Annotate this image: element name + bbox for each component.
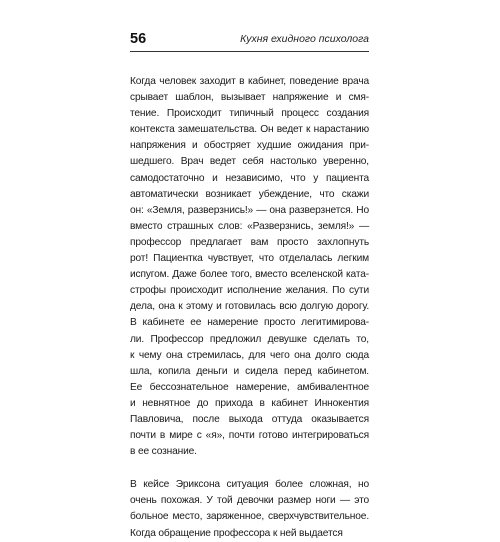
body-text — [130, 74, 369, 542]
text-line: контекста замешательства. Он ведет к нарастанию — [130, 124, 369, 136]
text-line: В кабинете ее намерение просто легитимирова- — [130, 317, 369, 329]
text-line: В кейсе Эриксона ситуация более сложная, но — [130, 479, 369, 491]
text-line: шедшего. Врач ведет себя настолько уверенно, — [130, 156, 369, 168]
text-line: ли. Профессор предложил девушке сделать то, — [130, 333, 369, 345]
text-line: шла, копила деньги и сидела перед кабинетом. — [130, 365, 369, 377]
page-header — [130, 28, 369, 52]
text-line: к чему она стремилась, для чего она долго сюда — [130, 349, 369, 361]
text-line: очень похожая. У той девочки размер ноги — это — [130, 495, 369, 507]
text-line: Когда человек заходит в кабинет, поведение врача — [130, 76, 369, 87]
text-line: почти в мире с «я», почти готово интегрироваться — [130, 430, 369, 442]
page-number: 56 — [130, 31, 147, 47]
paragraph — [130, 477, 369, 541]
text-line: Павловича, после выхода оттуда оказывается — [130, 413, 369, 425]
running-title: Кухня ехидного психолога — [240, 33, 369, 45]
text-line: дела, она к этому и готовилась всю долгую дорогу. — [130, 301, 369, 313]
text-line: напряжения и обостряет худшие ожидания при- — [130, 140, 369, 152]
paragraph-gap — [130, 460, 369, 477]
header-divider — [130, 51, 369, 52]
text-line: испугом. Даже более того, вместо вселенской ката- — [130, 269, 369, 281]
text-line: профессор предлагает вам просто захлопнуть — [130, 236, 369, 248]
text-line: самодостаточно и независимо, что у пациента — [130, 172, 369, 184]
text-line: в ее сознание. — [130, 446, 197, 458]
text-line: Ее бессознательное намерение, амбивалентное — [130, 381, 369, 393]
text-line: Когда обращение профессора к ней выдается — [130, 527, 343, 539]
text-line: вместо страшных слов: «Разверзнись, земля!» — — [130, 220, 369, 232]
text-line: он: «Земля, разверзнись!» — она разверзнется. Но — [130, 204, 369, 216]
text-line: строфы происходит исполнение желания. По сути — [130, 285, 369, 297]
text-line: автоматически возникает убеждение, что скажи — [130, 188, 369, 200]
text-line: рот! Пациентка чувствует, что отделалась легким — [130, 253, 369, 265]
text-line: и невнятное до прихода в кабинет Иннокентия — [130, 397, 369, 409]
text-line: тение. Происходит типичный процесс создания — [130, 108, 369, 120]
text-line: срывает шаблон, вызывает напряжение и смя- — [130, 92, 369, 104]
paragraph — [130, 74, 369, 460]
text-line: больное место, заряженное, сверхчувствительное. — [130, 511, 369, 523]
